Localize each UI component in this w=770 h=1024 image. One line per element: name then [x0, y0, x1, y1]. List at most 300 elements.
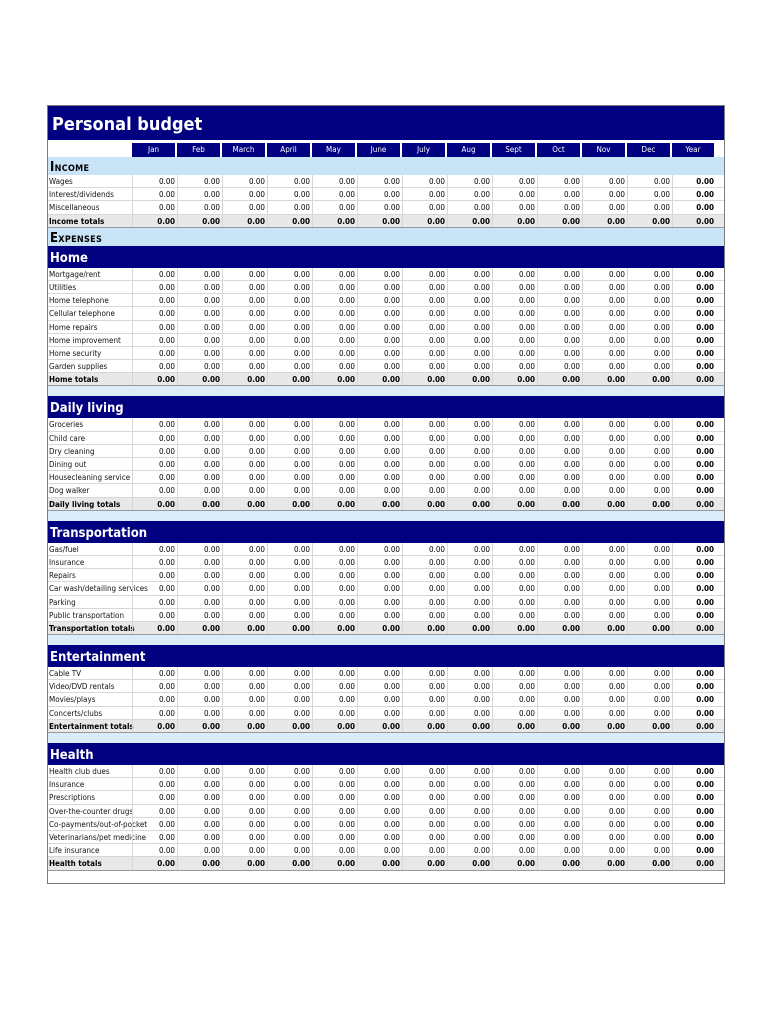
- cell-july[interactable]: 0.00: [402, 569, 447, 581]
- cell-sept[interactable]: 0.00: [492, 360, 537, 372]
- cell-nov[interactable]: 0.00: [582, 334, 627, 346]
- cell-jan[interactable]: 0.00: [132, 334, 177, 346]
- cell-nov[interactable]: 0.00: [582, 778, 627, 790]
- cell-may[interactable]: 0.00: [312, 471, 357, 483]
- cell-sept[interactable]: 0.00: [492, 458, 537, 470]
- cell-sept[interactable]: 0.00: [492, 556, 537, 568]
- cell-jan[interactable]: 0.00: [132, 831, 177, 843]
- cell-feb[interactable]: 0.00: [177, 360, 222, 372]
- cell-dec[interactable]: 0.00: [627, 347, 672, 359]
- cell-oct[interactable]: 0.00: [537, 765, 582, 777]
- cell-sept[interactable]: 0.00: [492, 347, 537, 359]
- cell-july[interactable]: 0.00: [402, 334, 447, 346]
- cell-jan[interactable]: 0.00: [132, 175, 177, 187]
- cell-aug[interactable]: 0.00: [447, 175, 492, 187]
- cell-dec[interactable]: 0.00: [627, 321, 672, 333]
- cell-dec[interactable]: 0.00: [627, 556, 672, 568]
- cell-sept[interactable]: 0.00: [492, 307, 537, 319]
- cell-nov[interactable]: 0.00: [582, 484, 627, 496]
- cell-june[interactable]: 0.00: [357, 844, 402, 856]
- cell-dec[interactable]: 0.00: [627, 281, 672, 293]
- cell-may[interactable]: 0.00: [312, 321, 357, 333]
- cell-dec[interactable]: 0.00: [627, 778, 672, 790]
- cell-sept[interactable]: 0.00: [492, 201, 537, 213]
- cell-nov[interactable]: 0.00: [582, 360, 627, 372]
- cell-june[interactable]: 0.00: [357, 471, 402, 483]
- cell-april[interactable]: 0.00: [267, 484, 312, 496]
- cell-may[interactable]: 0.00: [312, 680, 357, 692]
- cell-aug[interactable]: 0.00: [447, 582, 492, 594]
- cell-june[interactable]: 0.00: [357, 175, 402, 187]
- cell-sept[interactable]: 0.00: [492, 831, 537, 843]
- cell-aug[interactable]: 0.00: [447, 201, 492, 213]
- cell-june[interactable]: 0.00: [357, 294, 402, 306]
- cell-feb[interactable]: 0.00: [177, 307, 222, 319]
- cell-march[interactable]: 0.00: [222, 765, 267, 777]
- cell-july[interactable]: 0.00: [402, 281, 447, 293]
- cell-feb[interactable]: 0.00: [177, 831, 222, 843]
- cell-may[interactable]: 0.00: [312, 818, 357, 830]
- cell-march[interactable]: 0.00: [222, 360, 267, 372]
- cell-jan[interactable]: 0.00: [132, 201, 177, 213]
- cell-may[interactable]: 0.00: [312, 831, 357, 843]
- cell-dec[interactable]: 0.00: [627, 693, 672, 705]
- cell-april[interactable]: 0.00: [267, 667, 312, 679]
- cell-may[interactable]: 0.00: [312, 201, 357, 213]
- cell-sept[interactable]: 0.00: [492, 818, 537, 830]
- cell-april[interactable]: 0.00: [267, 432, 312, 444]
- cell-jan[interactable]: 0.00: [132, 471, 177, 483]
- cell-sept[interactable]: 0.00: [492, 844, 537, 856]
- cell-june[interactable]: 0.00: [357, 484, 402, 496]
- cell-jan[interactable]: 0.00: [132, 445, 177, 457]
- cell-feb[interactable]: 0.00: [177, 334, 222, 346]
- cell-feb[interactable]: 0.00: [177, 805, 222, 817]
- cell-may[interactable]: 0.00: [312, 334, 357, 346]
- cell-aug[interactable]: 0.00: [447, 556, 492, 568]
- cell-july[interactable]: 0.00: [402, 778, 447, 790]
- cell-may[interactable]: 0.00: [312, 347, 357, 359]
- cell-nov[interactable]: 0.00: [582, 596, 627, 608]
- cell-nov[interactable]: 0.00: [582, 543, 627, 555]
- cell-april[interactable]: 0.00: [267, 831, 312, 843]
- cell-sept[interactable]: 0.00: [492, 693, 537, 705]
- cell-aug[interactable]: 0.00: [447, 307, 492, 319]
- cell-june[interactable]: 0.00: [357, 188, 402, 200]
- cell-april[interactable]: 0.00: [267, 818, 312, 830]
- cell-march[interactable]: 0.00: [222, 432, 267, 444]
- cell-nov[interactable]: 0.00: [582, 471, 627, 483]
- cell-feb[interactable]: 0.00: [177, 484, 222, 496]
- cell-jan[interactable]: 0.00: [132, 347, 177, 359]
- cell-april[interactable]: 0.00: [267, 693, 312, 705]
- cell-sept[interactable]: 0.00: [492, 188, 537, 200]
- cell-june[interactable]: 0.00: [357, 707, 402, 719]
- cell-nov[interactable]: 0.00: [582, 175, 627, 187]
- cell-oct[interactable]: 0.00: [537, 268, 582, 280]
- cell-sept[interactable]: 0.00: [492, 321, 537, 333]
- cell-nov[interactable]: 0.00: [582, 831, 627, 843]
- cell-oct[interactable]: 0.00: [537, 596, 582, 608]
- cell-july[interactable]: 0.00: [402, 667, 447, 679]
- cell-aug[interactable]: 0.00: [447, 765, 492, 777]
- cell-july[interactable]: 0.00: [402, 175, 447, 187]
- cell-feb[interactable]: 0.00: [177, 667, 222, 679]
- cell-june[interactable]: 0.00: [357, 201, 402, 213]
- cell-feb[interactable]: 0.00: [177, 458, 222, 470]
- cell-aug[interactable]: 0.00: [447, 818, 492, 830]
- cell-march[interactable]: 0.00: [222, 307, 267, 319]
- cell-april[interactable]: 0.00: [267, 458, 312, 470]
- cell-july[interactable]: 0.00: [402, 188, 447, 200]
- cell-aug[interactable]: 0.00: [447, 268, 492, 280]
- cell-aug[interactable]: 0.00: [447, 693, 492, 705]
- cell-march[interactable]: 0.00: [222, 569, 267, 581]
- cell-may[interactable]: 0.00: [312, 188, 357, 200]
- cell-sept[interactable]: 0.00: [492, 707, 537, 719]
- cell-march[interactable]: 0.00: [222, 667, 267, 679]
- cell-may[interactable]: 0.00: [312, 667, 357, 679]
- cell-jan[interactable]: 0.00: [132, 307, 177, 319]
- cell-june[interactable]: 0.00: [357, 765, 402, 777]
- cell-nov[interactable]: 0.00: [582, 307, 627, 319]
- cell-feb[interactable]: 0.00: [177, 347, 222, 359]
- cell-july[interactable]: 0.00: [402, 201, 447, 213]
- cell-sept[interactable]: 0.00: [492, 765, 537, 777]
- cell-april[interactable]: 0.00: [267, 294, 312, 306]
- cell-dec[interactable]: 0.00: [627, 765, 672, 777]
- cell-aug[interactable]: 0.00: [447, 609, 492, 621]
- cell-june[interactable]: 0.00: [357, 360, 402, 372]
- cell-feb[interactable]: 0.00: [177, 268, 222, 280]
- cell-oct[interactable]: 0.00: [537, 844, 582, 856]
- cell-oct[interactable]: 0.00: [537, 347, 582, 359]
- cell-sept[interactable]: 0.00: [492, 582, 537, 594]
- cell-oct[interactable]: 0.00: [537, 707, 582, 719]
- cell-oct[interactable]: 0.00: [537, 445, 582, 457]
- cell-april[interactable]: 0.00: [267, 418, 312, 430]
- cell-april[interactable]: 0.00: [267, 543, 312, 555]
- cell-june[interactable]: 0.00: [357, 458, 402, 470]
- cell-june[interactable]: 0.00: [357, 347, 402, 359]
- cell-march[interactable]: 0.00: [222, 707, 267, 719]
- cell-dec[interactable]: 0.00: [627, 307, 672, 319]
- cell-july[interactable]: 0.00: [402, 680, 447, 692]
- cell-april[interactable]: 0.00: [267, 321, 312, 333]
- cell-may[interactable]: 0.00: [312, 693, 357, 705]
- cell-oct[interactable]: 0.00: [537, 201, 582, 213]
- cell-march[interactable]: 0.00: [222, 321, 267, 333]
- cell-nov[interactable]: 0.00: [582, 347, 627, 359]
- cell-aug[interactable]: 0.00: [447, 484, 492, 496]
- cell-nov[interactable]: 0.00: [582, 188, 627, 200]
- cell-nov[interactable]: 0.00: [582, 432, 627, 444]
- cell-feb[interactable]: 0.00: [177, 175, 222, 187]
- cell-sept[interactable]: 0.00: [492, 334, 537, 346]
- cell-april[interactable]: 0.00: [267, 556, 312, 568]
- cell-june[interactable]: 0.00: [357, 791, 402, 803]
- cell-oct[interactable]: 0.00: [537, 831, 582, 843]
- cell-oct[interactable]: 0.00: [537, 321, 582, 333]
- cell-sept[interactable]: 0.00: [492, 268, 537, 280]
- cell-march[interactable]: 0.00: [222, 347, 267, 359]
- cell-aug[interactable]: 0.00: [447, 360, 492, 372]
- cell-march[interactable]: 0.00: [222, 831, 267, 843]
- cell-nov[interactable]: 0.00: [582, 294, 627, 306]
- cell-may[interactable]: 0.00: [312, 458, 357, 470]
- cell-oct[interactable]: 0.00: [537, 307, 582, 319]
- cell-aug[interactable]: 0.00: [447, 294, 492, 306]
- cell-march[interactable]: 0.00: [222, 471, 267, 483]
- cell-july[interactable]: 0.00: [402, 818, 447, 830]
- cell-dec[interactable]: 0.00: [627, 334, 672, 346]
- cell-nov[interactable]: 0.00: [582, 818, 627, 830]
- cell-aug[interactable]: 0.00: [447, 543, 492, 555]
- cell-aug[interactable]: 0.00: [447, 188, 492, 200]
- cell-sept[interactable]: 0.00: [492, 418, 537, 430]
- cell-aug[interactable]: 0.00: [447, 334, 492, 346]
- cell-march[interactable]: 0.00: [222, 334, 267, 346]
- cell-april[interactable]: 0.00: [267, 360, 312, 372]
- cell-april[interactable]: 0.00: [267, 307, 312, 319]
- cell-may[interactable]: 0.00: [312, 596, 357, 608]
- cell-oct[interactable]: 0.00: [537, 543, 582, 555]
- cell-april[interactable]: 0.00: [267, 201, 312, 213]
- cell-sept[interactable]: 0.00: [492, 543, 537, 555]
- cell-oct[interactable]: 0.00: [537, 281, 582, 293]
- cell-june[interactable]: 0.00: [357, 609, 402, 621]
- cell-nov[interactable]: 0.00: [582, 556, 627, 568]
- cell-may[interactable]: 0.00: [312, 765, 357, 777]
- cell-nov[interactable]: 0.00: [582, 268, 627, 280]
- cell-oct[interactable]: 0.00: [537, 458, 582, 470]
- cell-jan[interactable]: 0.00: [132, 556, 177, 568]
- cell-dec[interactable]: 0.00: [627, 582, 672, 594]
- cell-july[interactable]: 0.00: [402, 484, 447, 496]
- cell-dec[interactable]: 0.00: [627, 831, 672, 843]
- cell-jan[interactable]: 0.00: [132, 680, 177, 692]
- cell-aug[interactable]: 0.00: [447, 791, 492, 803]
- cell-aug[interactable]: 0.00: [447, 707, 492, 719]
- cell-aug[interactable]: 0.00: [447, 569, 492, 581]
- cell-feb[interactable]: 0.00: [177, 765, 222, 777]
- cell-dec[interactable]: 0.00: [627, 201, 672, 213]
- cell-dec[interactable]: 0.00: [627, 543, 672, 555]
- cell-march[interactable]: 0.00: [222, 201, 267, 213]
- cell-sept[interactable]: 0.00: [492, 471, 537, 483]
- cell-feb[interactable]: 0.00: [177, 321, 222, 333]
- cell-march[interactable]: 0.00: [222, 609, 267, 621]
- cell-feb[interactable]: 0.00: [177, 596, 222, 608]
- cell-march[interactable]: 0.00: [222, 556, 267, 568]
- cell-oct[interactable]: 0.00: [537, 582, 582, 594]
- cell-jan[interactable]: 0.00: [132, 268, 177, 280]
- cell-march[interactable]: 0.00: [222, 484, 267, 496]
- cell-may[interactable]: 0.00: [312, 268, 357, 280]
- cell-june[interactable]: 0.00: [357, 268, 402, 280]
- cell-may[interactable]: 0.00: [312, 556, 357, 568]
- cell-feb[interactable]: 0.00: [177, 680, 222, 692]
- cell-dec[interactable]: 0.00: [627, 268, 672, 280]
- cell-feb[interactable]: 0.00: [177, 188, 222, 200]
- cell-july[interactable]: 0.00: [402, 791, 447, 803]
- cell-nov[interactable]: 0.00: [582, 791, 627, 803]
- cell-oct[interactable]: 0.00: [537, 680, 582, 692]
- cell-jan[interactable]: 0.00: [132, 693, 177, 705]
- cell-oct[interactable]: 0.00: [537, 818, 582, 830]
- cell-jan[interactable]: 0.00: [132, 458, 177, 470]
- cell-oct[interactable]: 0.00: [537, 175, 582, 187]
- cell-nov[interactable]: 0.00: [582, 321, 627, 333]
- cell-may[interactable]: 0.00: [312, 175, 357, 187]
- cell-oct[interactable]: 0.00: [537, 805, 582, 817]
- cell-feb[interactable]: 0.00: [177, 432, 222, 444]
- cell-march[interactable]: 0.00: [222, 596, 267, 608]
- cell-may[interactable]: 0.00: [312, 360, 357, 372]
- cell-nov[interactable]: 0.00: [582, 667, 627, 679]
- cell-dec[interactable]: 0.00: [627, 360, 672, 372]
- cell-jan[interactable]: 0.00: [132, 582, 177, 594]
- cell-oct[interactable]: 0.00: [537, 569, 582, 581]
- cell-april[interactable]: 0.00: [267, 445, 312, 457]
- cell-july[interactable]: 0.00: [402, 543, 447, 555]
- cell-feb[interactable]: 0.00: [177, 445, 222, 457]
- cell-july[interactable]: 0.00: [402, 307, 447, 319]
- cell-april[interactable]: 0.00: [267, 791, 312, 803]
- cell-april[interactable]: 0.00: [267, 347, 312, 359]
- cell-dec[interactable]: 0.00: [627, 432, 672, 444]
- cell-sept[interactable]: 0.00: [492, 569, 537, 581]
- cell-july[interactable]: 0.00: [402, 418, 447, 430]
- cell-sept[interactable]: 0.00: [492, 778, 537, 790]
- cell-june[interactable]: 0.00: [357, 778, 402, 790]
- cell-may[interactable]: 0.00: [312, 418, 357, 430]
- cell-may[interactable]: 0.00: [312, 569, 357, 581]
- cell-july[interactable]: 0.00: [402, 582, 447, 594]
- cell-feb[interactable]: 0.00: [177, 582, 222, 594]
- cell-oct[interactable]: 0.00: [537, 667, 582, 679]
- cell-dec[interactable]: 0.00: [627, 418, 672, 430]
- cell-march[interactable]: 0.00: [222, 582, 267, 594]
- cell-april[interactable]: 0.00: [267, 778, 312, 790]
- cell-june[interactable]: 0.00: [357, 831, 402, 843]
- cell-aug[interactable]: 0.00: [447, 471, 492, 483]
- cell-aug[interactable]: 0.00: [447, 281, 492, 293]
- cell-aug[interactable]: 0.00: [447, 432, 492, 444]
- cell-april[interactable]: 0.00: [267, 765, 312, 777]
- cell-july[interactable]: 0.00: [402, 805, 447, 817]
- cell-march[interactable]: 0.00: [222, 445, 267, 457]
- cell-sept[interactable]: 0.00: [492, 609, 537, 621]
- cell-july[interactable]: 0.00: [402, 268, 447, 280]
- cell-july[interactable]: 0.00: [402, 831, 447, 843]
- cell-jan[interactable]: 0.00: [132, 432, 177, 444]
- cell-dec[interactable]: 0.00: [627, 791, 672, 803]
- cell-sept[interactable]: 0.00: [492, 445, 537, 457]
- cell-june[interactable]: 0.00: [357, 556, 402, 568]
- cell-feb[interactable]: 0.00: [177, 471, 222, 483]
- cell-aug[interactable]: 0.00: [447, 321, 492, 333]
- cell-feb[interactable]: 0.00: [177, 294, 222, 306]
- cell-aug[interactable]: 0.00: [447, 831, 492, 843]
- cell-aug[interactable]: 0.00: [447, 844, 492, 856]
- cell-june[interactable]: 0.00: [357, 805, 402, 817]
- cell-july[interactable]: 0.00: [402, 294, 447, 306]
- cell-july[interactable]: 0.00: [402, 693, 447, 705]
- cell-dec[interactable]: 0.00: [627, 471, 672, 483]
- cell-aug[interactable]: 0.00: [447, 778, 492, 790]
- cell-april[interactable]: 0.00: [267, 596, 312, 608]
- cell-july[interactable]: 0.00: [402, 471, 447, 483]
- cell-may[interactable]: 0.00: [312, 707, 357, 719]
- cell-may[interactable]: 0.00: [312, 791, 357, 803]
- cell-feb[interactable]: 0.00: [177, 543, 222, 555]
- cell-feb[interactable]: 0.00: [177, 609, 222, 621]
- cell-april[interactable]: 0.00: [267, 334, 312, 346]
- cell-dec[interactable]: 0.00: [627, 667, 672, 679]
- cell-may[interactable]: 0.00: [312, 582, 357, 594]
- cell-june[interactable]: 0.00: [357, 321, 402, 333]
- cell-june[interactable]: 0.00: [357, 667, 402, 679]
- cell-jan[interactable]: 0.00: [132, 360, 177, 372]
- cell-aug[interactable]: 0.00: [447, 445, 492, 457]
- cell-jan[interactable]: 0.00: [132, 791, 177, 803]
- cell-sept[interactable]: 0.00: [492, 667, 537, 679]
- cell-oct[interactable]: 0.00: [537, 556, 582, 568]
- cell-june[interactable]: 0.00: [357, 569, 402, 581]
- cell-april[interactable]: 0.00: [267, 609, 312, 621]
- cell-nov[interactable]: 0.00: [582, 569, 627, 581]
- cell-oct[interactable]: 0.00: [537, 484, 582, 496]
- cell-aug[interactable]: 0.00: [447, 418, 492, 430]
- cell-sept[interactable]: 0.00: [492, 281, 537, 293]
- cell-april[interactable]: 0.00: [267, 175, 312, 187]
- cell-may[interactable]: 0.00: [312, 484, 357, 496]
- cell-march[interactable]: 0.00: [222, 418, 267, 430]
- cell-dec[interactable]: 0.00: [627, 596, 672, 608]
- cell-aug[interactable]: 0.00: [447, 680, 492, 692]
- cell-sept[interactable]: 0.00: [492, 175, 537, 187]
- cell-april[interactable]: 0.00: [267, 707, 312, 719]
- cell-feb[interactable]: 0.00: [177, 556, 222, 568]
- cell-feb[interactable]: 0.00: [177, 201, 222, 213]
- cell-jan[interactable]: 0.00: [132, 844, 177, 856]
- cell-feb[interactable]: 0.00: [177, 418, 222, 430]
- cell-march[interactable]: 0.00: [222, 791, 267, 803]
- cell-march[interactable]: 0.00: [222, 268, 267, 280]
- cell-july[interactable]: 0.00: [402, 609, 447, 621]
- cell-aug[interactable]: 0.00: [447, 347, 492, 359]
- cell-jan[interactable]: 0.00: [132, 707, 177, 719]
- cell-june[interactable]: 0.00: [357, 582, 402, 594]
- cell-may[interactable]: 0.00: [312, 609, 357, 621]
- cell-nov[interactable]: 0.00: [582, 805, 627, 817]
- cell-march[interactable]: 0.00: [222, 543, 267, 555]
- cell-oct[interactable]: 0.00: [537, 418, 582, 430]
- cell-oct[interactable]: 0.00: [537, 693, 582, 705]
- cell-dec[interactable]: 0.00: [627, 188, 672, 200]
- cell-jan[interactable]: 0.00: [132, 818, 177, 830]
- cell-april[interactable]: 0.00: [267, 471, 312, 483]
- cell-jan[interactable]: 0.00: [132, 765, 177, 777]
- cell-april[interactable]: 0.00: [267, 680, 312, 692]
- cell-dec[interactable]: 0.00: [627, 445, 672, 457]
- cell-oct[interactable]: 0.00: [537, 334, 582, 346]
- cell-feb[interactable]: 0.00: [177, 791, 222, 803]
- cell-dec[interactable]: 0.00: [627, 805, 672, 817]
- cell-dec[interactable]: 0.00: [627, 680, 672, 692]
- cell-jan[interactable]: 0.00: [132, 596, 177, 608]
